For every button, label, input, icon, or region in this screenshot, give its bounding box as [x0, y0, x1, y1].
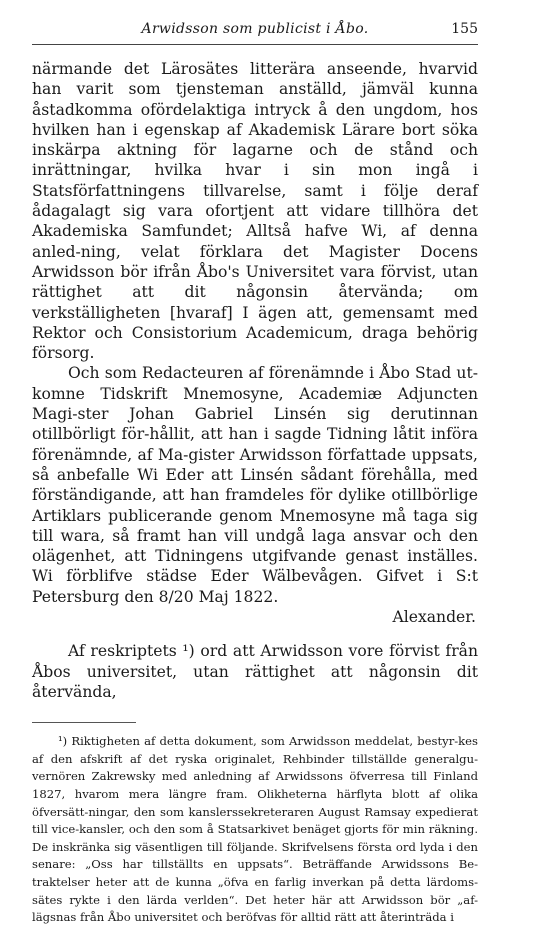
- paragraph-2: Och som Redacteuren af förenämnde i Åbo Stad ut-komne Tidskrift Mnemosyne, Academiæ Adjuncten Magi-ster Johan Gabriel Linsén sig derutinnan otillbörligt för-hållit, att han i sagde Tidning låtit införa förenämnde, af Ma-gister Arwidsson författade uppsats, så anbefalle Wi Eder att Linsén sådant förehålla, med förständigande, att han framdeles för dylike otillbörlige Artiklars publicerande genom Mnemosyne må taga sig till wara, så framt han vill undgå laga ansvar och den olägenhet, att Tidningens utgifvande genast inställes. Wi förblifve städse Eder Wälbevågen. Gifvet i S:t Petersburg den 8/20 Maj 1822.: [32, 364, 478, 606]
- footnote-1: ¹) Riktigheten af detta dokument, som Arwidsson meddelat, bestyr-kes af den afskrift af det ryska originalet, Rehbinder tillställde generalgu-vernören Zakrewsky med anledning af Arwidssons öfverresa till Finland 1827, hvarom mera längre fram. Olikheterna härflyta blott af olika öfversätt-ningar, den som kanslerssekreteraren August Ramsay expedierat till vice-kansler, och den som å Statsarkivet benäget gjorts för min räkning. De inskränka sig väsentligen till följande. Skrifvelsens första ord lyda i den senare: „Oss har tillställts en uppsats“. Beträffande Arwidssons Be-traktelser heter att de kunna „öfva en farlig inverkan på detta lärdoms-sätes rykte i den lärda verlden“. Det heter här att Arwidsson bör „af-lägsnas från Åbo universitet och beröfvas för alltid rätt att återinträda i: [32, 734, 478, 925]
- book-page: [32, 18, 478, 927]
- signature: Alexander.: [392, 608, 476, 627]
- footnote-rule: [32, 722, 136, 723]
- page-number: 155: [451, 21, 478, 37]
- header-rule: [32, 44, 478, 45]
- body-text: [32, 59, 478, 702]
- paragraph-1: närmande det Lärosätes litterära anseende, hvarvid han varit som tjensteman anställd, jämväl kunna åstadkomma ofördelaktiga intryck å den ungdom, hos hvilken han i egenskap af Akademisk Lärare bort söka inskärpa aktning för lagarne och de stånd och inrättningar, hvilka hvar i sin mon ingå i Statsförfattningens tillvarelse, samt i följe deraf ådagalagt sig vara ofortjent att vidare tillhöra det Akademiska Samfundet; Alltså hafve Wi, af denna anled-ning, velat förklara det Magister Docens Arwidsson bör ifrån Åbo's Universitet vara förvist, utan rättighet att dit någonsin återvända; om verkställigheten [hvaraf] I ägen att, gemensamt med Rektor och Consistorium Academicum, draga behörig försorg.: [32, 60, 478, 363]
- running-head-title: Arwidsson som publicist i Åbo.: [141, 21, 369, 37]
- running-head: [32, 18, 478, 40]
- closing-paragraph: Af reskriptets ¹) ord att Arwidsson vore förvist från Åbos universitet, utan rättighet att någonsin dit återvända,: [32, 642, 478, 701]
